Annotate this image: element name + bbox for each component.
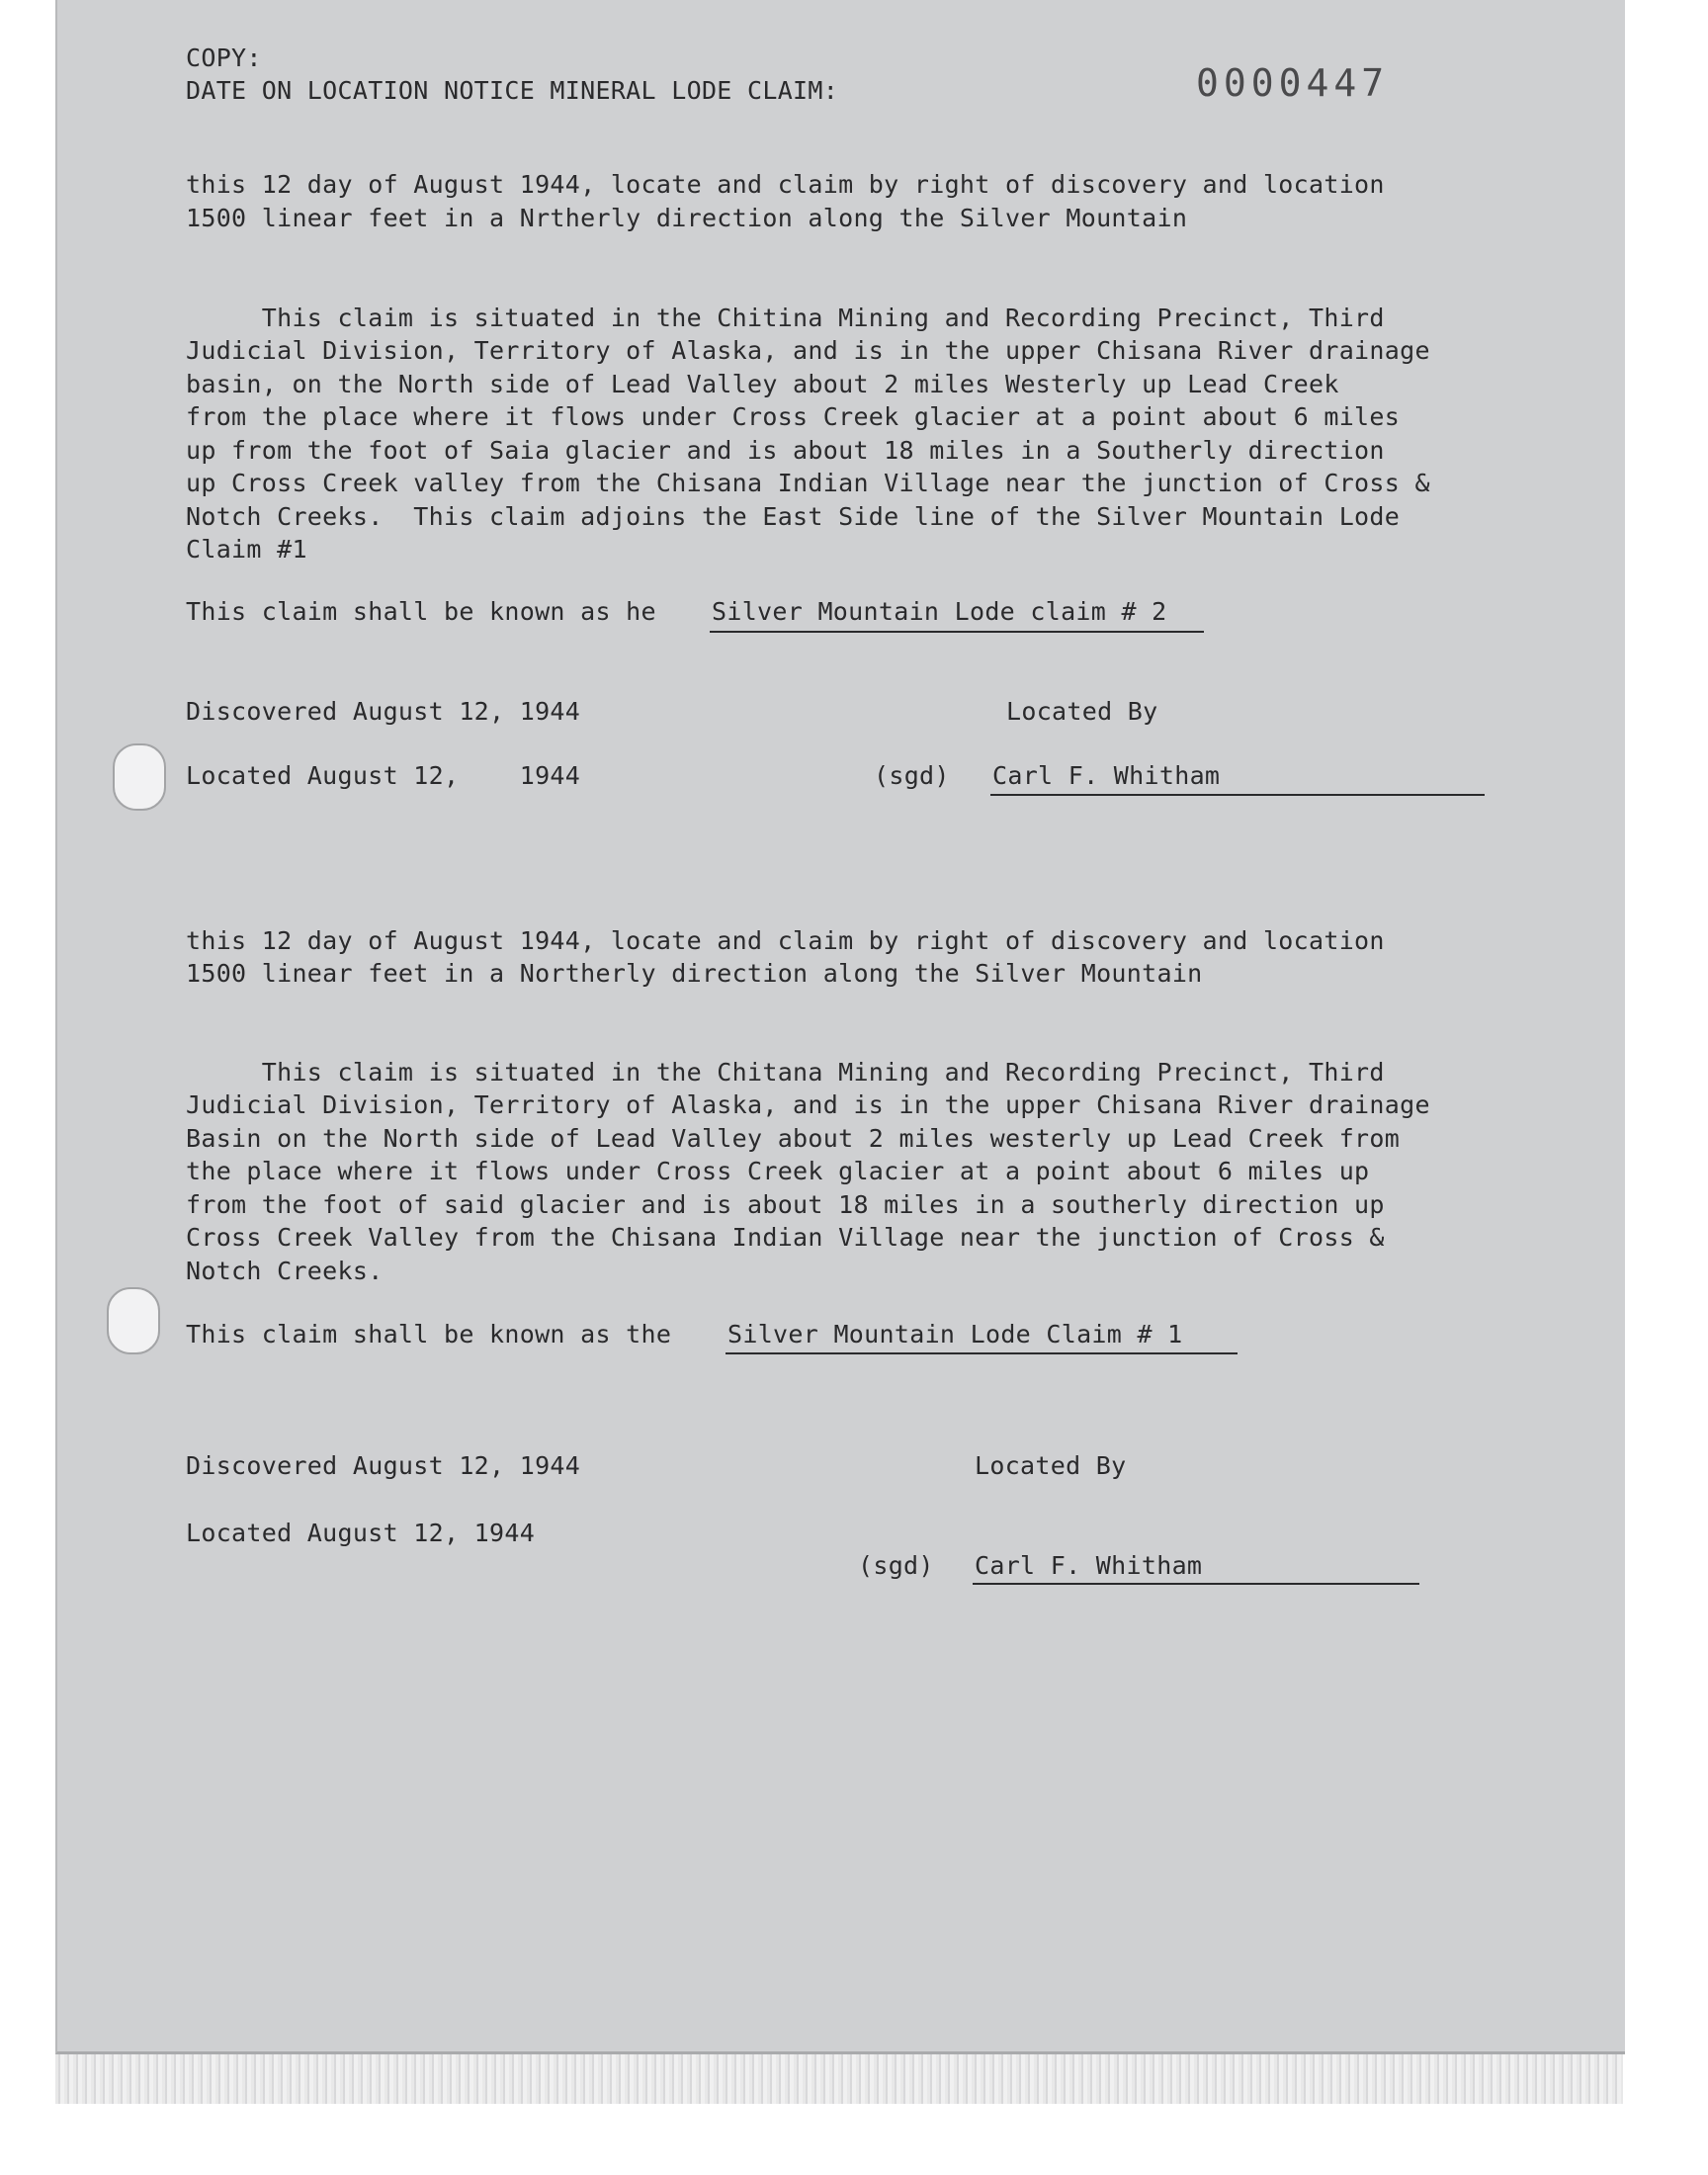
claim1-intro-line-1: this 12 day of August 1944, locate and claim by right of discovery and location: [186, 926, 1385, 955]
claim1-located-by-label: Located By: [975, 1451, 1127, 1480]
claim2-signer-name: Carl F. Whitham: [992, 761, 1221, 790]
claim2-desc-line-4: from the place where it flows under Cross Creek glacier at a point about 6 miles: [186, 402, 1401, 431]
claim2-desc-line-2: Judicial Division, Territory of Alaska, and is in the upper Chisana River drainage: [186, 336, 1430, 365]
claim1-signer-name: Carl F. Whitham: [975, 1551, 1203, 1580]
claim2-name-underline: [710, 631, 1204, 633]
claim2-located-date: Located August 12, 1944: [186, 761, 581, 790]
scan-edge-band: [55, 2054, 1623, 2104]
claim2-desc-line-7: Notch Creeks. This claim adjoins the East Side line of the Silver Mountain Lode: [186, 502, 1401, 531]
claim1-desc-line-1: This claim is situated in the Chitana Mining and Recording Precinct, Third: [186, 1058, 1385, 1087]
claim2-sgd-label: (sgd): [874, 761, 950, 790]
claim1-desc-line-3: Basin on the North side of Lead Valley about 2 miles westerly up Lead Creek from: [186, 1124, 1401, 1153]
claim2-desc-line-3: basin, on the North side of Lead Valley about 2 miles Westerly up Lead Creek: [186, 370, 1339, 398]
claim2-desc-line-6: up Cross Creek valley from the Chisana Indian Village near the junction of Cross &: [186, 469, 1430, 497]
claim2-located-by-label: Located By: [1006, 697, 1158, 726]
claim1-name-underline: [726, 1352, 1238, 1354]
claim2-claim-name: Silver Mountain Lode claim # 2: [712, 597, 1167, 626]
claim2-desc-line-8: Claim #1: [186, 535, 307, 564]
claim1-desc-line-7: Notch Creeks.: [186, 1257, 384, 1285]
claim2-known-as-prefix: This claim shall be known as he: [186, 597, 656, 626]
punch-hole-lower: [107, 1287, 160, 1354]
document-title: DATE ON LOCATION NOTICE MINERAL LODE CLAIM:: [186, 76, 839, 105]
claim1-known-as-prefix: This claim shall be known as the: [186, 1320, 672, 1348]
claim2-intro-line-1: this 12 day of August 1944, locate and claim by right of discovery and location: [186, 170, 1385, 199]
claim1-desc-line-4: the place where it flows under Cross Creek glacier at a point about 6 miles up: [186, 1157, 1370, 1185]
claim1-discovered-date: Discovered August 12, 1944: [186, 1451, 581, 1480]
claim1-intro-line-2: 1500 linear feet in a Northerly direction along the Silver Mountain: [186, 959, 1203, 988]
document-number: 0000447: [1196, 61, 1390, 105]
copy-label: COPY:: [186, 44, 262, 72]
claim2-discovered-date: Discovered August 12, 1944: [186, 697, 581, 726]
claim1-desc-line-6: Cross Creek Valley from the Chisana Indian Village near the junction of Cross &: [186, 1223, 1385, 1252]
punch-hole-upper: [113, 743, 166, 811]
claim2-desc-line-5: up from the foot of Saia glacier and is about 18 miles in a Southerly direction: [186, 436, 1385, 465]
claim2-intro-line-2: 1500 linear feet in a Nrtherly direction along the Silver Mountain: [186, 204, 1188, 232]
claim1-claim-name: Silver Mountain Lode Claim # 1: [727, 1320, 1183, 1348]
claim1-desc-line-5: from the foot of said glacier and is about 18 miles in a southerly direction up: [186, 1190, 1385, 1219]
claim2-desc-line-1: This claim is situated in the Chitina Mining and Recording Precinct, Third: [186, 304, 1385, 332]
claim1-signature-line: [973, 1583, 1419, 1585]
claim1-desc-line-2: Judicial Division, Territory of Alaska, and is in the upper Chisana River drainage: [186, 1090, 1430, 1119]
claim1-sgd-label: (sgd): [858, 1551, 934, 1580]
claim1-located-date: Located August 12, 1944: [186, 1519, 536, 1547]
claim2-signature-line: [990, 794, 1485, 796]
